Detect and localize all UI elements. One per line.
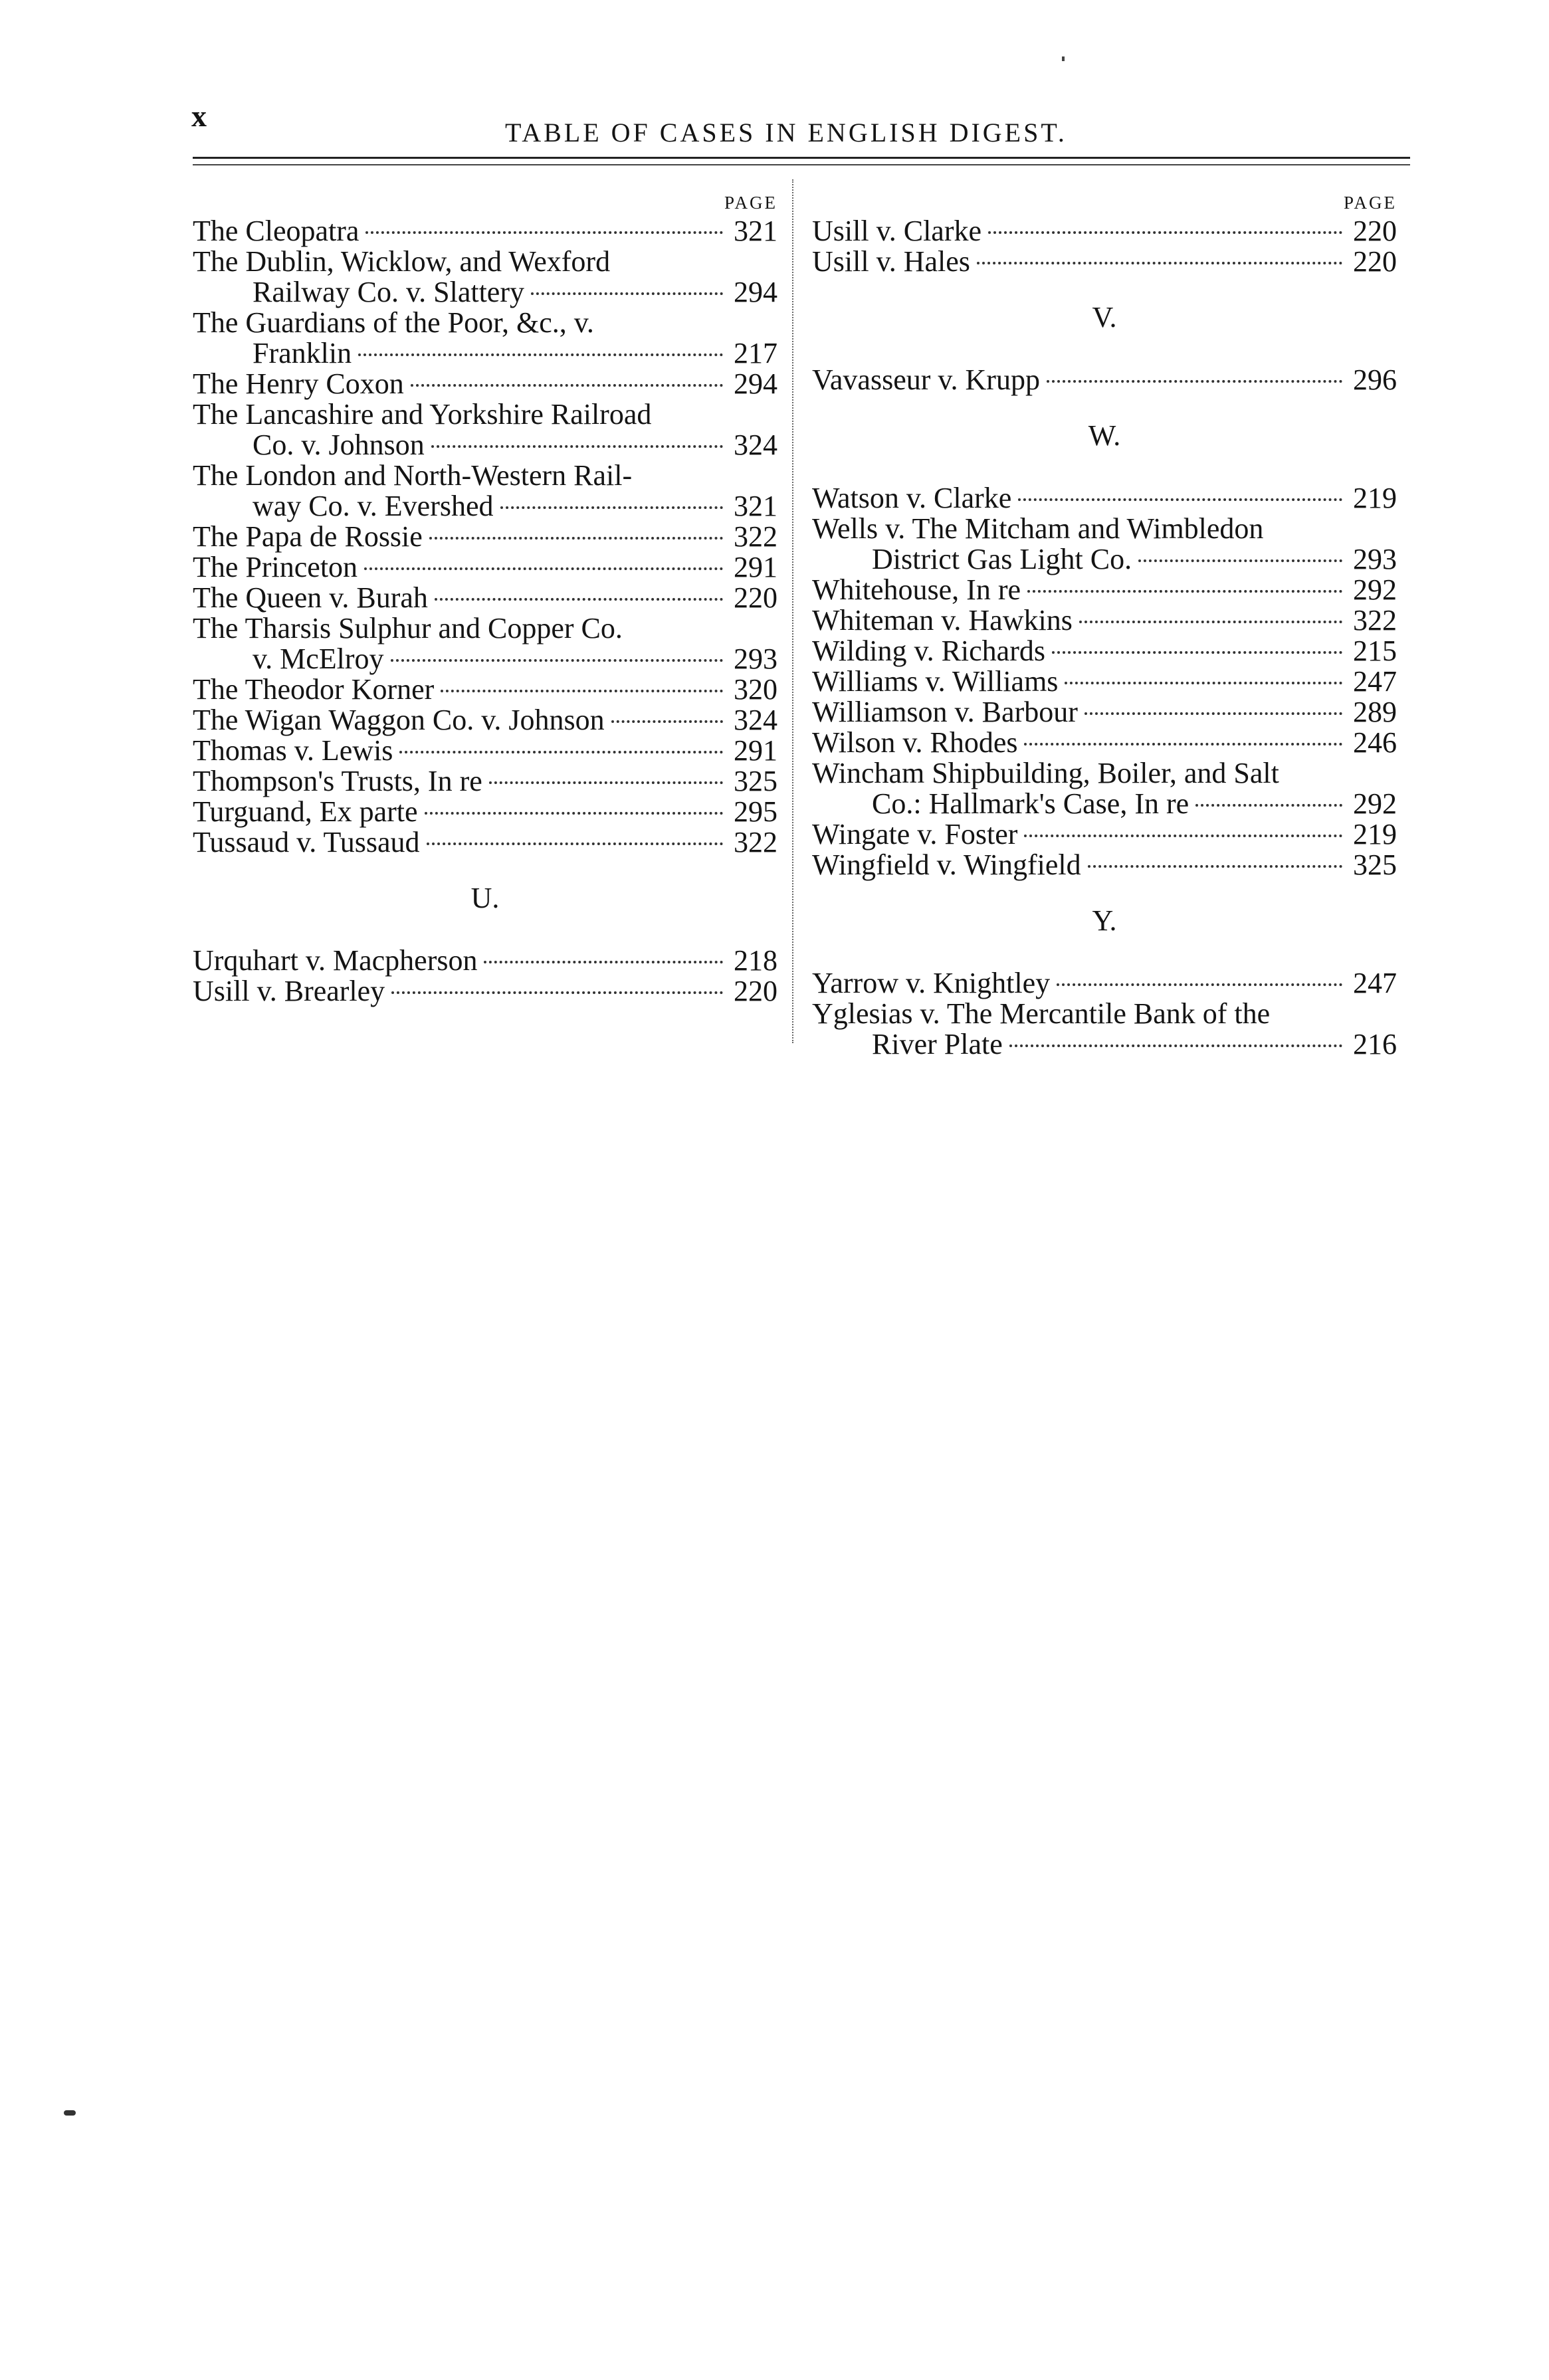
dot-leader [977, 262, 1342, 264]
case-name-line [812, 697, 1397, 728]
case-entry [193, 552, 777, 583]
case-name: The Lancashire and Yorkshire Railroad [193, 398, 652, 431]
case-page-number: 293 [1353, 543, 1397, 575]
case-name: Wells v. The Mitcham and Wimbledon [812, 512, 1264, 545]
dot-leader [1079, 621, 1342, 623]
case-page-number: 289 [1353, 696, 1397, 728]
case-entry [193, 522, 777, 552]
case-name-line [193, 552, 777, 583]
case-name: The Tharsis Sulphur and Copper Co. [193, 612, 623, 645]
case-name-line [812, 483, 1397, 514]
case-name: way Co. v. Evershed [253, 490, 494, 522]
case-name-line [193, 976, 777, 1007]
dot-leader [1027, 590, 1342, 593]
page-number: x [191, 99, 207, 133]
case-name: Vavasseur v. Krupp [812, 363, 1040, 396]
case-name: Whiteman v. Hawkins [812, 604, 1073, 637]
case-name: The Queen v. Burah [193, 581, 428, 614]
case-entry [193, 976, 777, 1007]
dot-leader [1009, 1044, 1342, 1047]
case-page-number: 296 [1353, 363, 1397, 396]
case-entry [812, 483, 1397, 514]
case-page-number: 220 [734, 975, 777, 1007]
dot-leader [427, 843, 723, 845]
case-name: Whitehouse, In re [812, 573, 1021, 606]
case-name-continuation [193, 644, 777, 674]
case-name: Franklin [253, 337, 352, 369]
header-rule [193, 157, 1410, 165]
case-page-number: 219 [1353, 482, 1397, 514]
case-entry [812, 968, 1397, 999]
case-entry [812, 697, 1397, 728]
case-name: District Gas Light Co. [872, 543, 1132, 575]
case-entry [812, 247, 1397, 277]
print-speck [64, 2110, 76, 2116]
case-name: The Guardians of the Poor, &c., v. [193, 306, 594, 339]
case-name-continuation [193, 430, 777, 460]
case-name: River Plate [872, 1028, 1003, 1060]
case-entry [193, 945, 777, 976]
case-entry [812, 850, 1397, 880]
case-name-continuation [812, 544, 1397, 575]
entry-list [812, 968, 1397, 1060]
dot-leader [1195, 804, 1342, 807]
case-name: Tussaud v. Tussaud [193, 826, 420, 858]
case-name-continuation [812, 789, 1397, 819]
case-page-number: 321 [734, 215, 777, 247]
case-name: The Princeton [193, 551, 358, 583]
dot-leader [1024, 743, 1342, 745]
dot-leader [1047, 380, 1342, 383]
case-name-line [193, 705, 777, 736]
case-name-line [812, 850, 1397, 880]
dot-leader [1088, 865, 1342, 868]
case-entry [193, 583, 777, 613]
case-name: Urquhart v. Macpherson [193, 944, 478, 977]
case-page-number: 220 [1353, 215, 1397, 247]
dot-leader [411, 384, 723, 387]
case-page-number: 320 [734, 673, 777, 706]
case-page-number: 292 [1353, 573, 1397, 606]
case-name: Yglesias v. The Mercantile Bank of the [812, 997, 1271, 1030]
left-column [193, 189, 777, 1007]
case-entry [193, 247, 777, 308]
case-name-continuation [193, 338, 777, 369]
case-name-line [812, 999, 1397, 1029]
case-name: Yarrow v. Knightley [812, 967, 1051, 999]
case-entry [193, 399, 777, 460]
case-name: The Cleopatra [193, 215, 360, 247]
case-name-line [193, 308, 777, 338]
dot-leader [425, 812, 723, 815]
case-entry [193, 705, 777, 736]
case-entry [812, 728, 1397, 758]
dot-leader [531, 292, 723, 295]
dot-leader [429, 537, 723, 540]
case-entry [193, 613, 777, 674]
case-entry [193, 766, 777, 797]
case-page-number: 246 [1353, 726, 1397, 759]
case-page-number: 247 [1353, 967, 1397, 999]
entry-list [812, 365, 1397, 395]
case-name: Wincham Shipbuilding, Boiler, and Salt [812, 757, 1279, 789]
case-page-number: 293 [734, 643, 777, 675]
case-name-line [193, 613, 777, 644]
case-name: Usill v. Brearley [193, 975, 385, 1007]
column-divider [792, 179, 793, 1043]
case-entry [193, 216, 777, 247]
case-name: Co. v. Johnson [253, 429, 425, 461]
case-page-number: 220 [1353, 245, 1397, 278]
case-name-line [193, 674, 777, 705]
dot-leader [365, 231, 723, 234]
case-name: Watson v. Clarke [812, 482, 1012, 514]
case-page-number: 218 [734, 944, 777, 977]
case-name: The Dublin, Wicklow, and Wexford [193, 245, 611, 278]
case-page-number: 217 [734, 337, 777, 369]
case-name: The Henry Coxon [193, 367, 404, 400]
case-page-number: 325 [734, 765, 777, 797]
case-entry [193, 797, 777, 827]
case-page-number: 295 [734, 795, 777, 828]
case-name: Wingfield v. Wingfield [812, 848, 1081, 881]
dot-leader [441, 690, 723, 692]
dot-leader [364, 567, 723, 570]
case-name: The London and North-Western Rail- [193, 459, 633, 492]
case-name-line [812, 365, 1397, 395]
case-name: Railway Co. v. Slattery [253, 276, 524, 308]
case-name-line [812, 758, 1397, 789]
dot-leader [391, 659, 723, 662]
dot-leader [489, 781, 723, 784]
case-name: Wilson v. Rhodes [812, 726, 1018, 759]
case-name-line [812, 819, 1397, 850]
case-entry [812, 365, 1397, 395]
case-entry [193, 460, 777, 522]
dot-leader [1024, 835, 1342, 837]
case-name: Usill v. Clarke [812, 215, 981, 247]
right-column [812, 189, 1397, 1060]
dot-leader [1018, 498, 1342, 501]
case-name-line [193, 797, 777, 827]
case-name-line [193, 766, 777, 797]
case-name-line [193, 216, 777, 247]
case-name-line [193, 736, 777, 766]
case-name-line [812, 605, 1397, 636]
dot-leader [1052, 651, 1342, 654]
case-name-line [812, 636, 1397, 666]
case-page-number: 324 [734, 704, 777, 736]
case-entry [193, 674, 777, 705]
dot-leader [988, 231, 1342, 234]
case-name-line [193, 399, 777, 430]
page-column-heading: PAGE [1343, 193, 1397, 213]
case-name-line [812, 968, 1397, 999]
case-name-line [193, 827, 777, 858]
case-name-line [193, 945, 777, 976]
case-name-line [812, 666, 1397, 697]
case-page-number: 291 [734, 734, 777, 767]
dot-leader [611, 720, 723, 723]
dot-leader [399, 751, 723, 753]
case-page-number: 292 [1353, 787, 1397, 820]
section-letter-u: U. [470, 882, 500, 914]
case-entry [812, 758, 1397, 819]
case-page-number: 321 [734, 490, 777, 522]
case-page-number: 322 [1353, 604, 1397, 637]
case-entry [812, 999, 1397, 1060]
dot-leader [1138, 559, 1342, 562]
case-page-number: 294 [734, 276, 777, 308]
dot-leader [391, 991, 723, 994]
case-name: v. McElroy [253, 643, 384, 675]
case-page-number: 325 [1353, 848, 1397, 881]
section-letter-w: W. [1088, 419, 1121, 452]
case-name-line [193, 247, 777, 277]
entry-list [812, 483, 1397, 880]
section-letter-y: Y. [1092, 904, 1117, 937]
case-name-line [193, 522, 777, 552]
case-name-continuation [193, 491, 777, 522]
section-letter-v: V. [1092, 301, 1117, 334]
case-entry [812, 819, 1397, 850]
case-name: Wilding v. Richards [812, 635, 1045, 667]
dot-leader [358, 353, 723, 356]
dot-leader [1057, 983, 1342, 986]
case-name: Thompson's Trusts, In re [193, 765, 482, 797]
case-entry [193, 736, 777, 766]
case-name: Usill v. Hales [812, 245, 970, 278]
case-page-number: 291 [734, 551, 777, 583]
case-name-line [193, 369, 777, 399]
case-entry [812, 575, 1397, 605]
running-title: TABLE OF CASES IN ENGLISH DIGEST. [505, 118, 1067, 148]
case-name-continuation [812, 1029, 1397, 1060]
case-page-number: 215 [1353, 635, 1397, 667]
dot-leader [484, 961, 723, 963]
case-name-line [812, 216, 1397, 247]
case-name: Thomas v. Lewis [193, 734, 393, 767]
case-name-line [193, 460, 777, 491]
case-name-line [812, 575, 1397, 605]
dot-leader [431, 445, 723, 448]
case-entry [193, 827, 777, 858]
case-entry [812, 666, 1397, 697]
case-page-number: 294 [734, 367, 777, 400]
case-name: The Theodor Korner [193, 673, 435, 706]
case-name-line [812, 514, 1397, 544]
case-name: Co.: Hallmark's Case, In re [872, 787, 1189, 820]
case-page-number: 247 [1353, 665, 1397, 698]
case-page-number: 219 [1353, 818, 1397, 850]
case-name-continuation [193, 277, 777, 308]
dot-leader [1084, 712, 1342, 715]
entry-list [193, 945, 777, 1007]
case-name: Wingate v. Foster [812, 818, 1018, 850]
case-name-line [193, 583, 777, 613]
dot-leader [435, 598, 723, 601]
case-page-number: 220 [734, 581, 777, 614]
case-entry [812, 216, 1397, 247]
case-name: Turguand, Ex parte [193, 795, 418, 828]
case-entry [193, 308, 777, 369]
case-name-line [812, 728, 1397, 758]
case-name: The Wigan Waggon Co. v. Johnson [193, 704, 605, 736]
case-name: Williamson v. Barbour [812, 696, 1078, 728]
case-name: The Papa de Rossie [193, 520, 423, 553]
case-page-number: 322 [734, 826, 777, 858]
case-page-number: 216 [1353, 1028, 1397, 1060]
case-entry [812, 636, 1397, 666]
case-entry [812, 605, 1397, 636]
page-column-heading: PAGE [724, 193, 777, 213]
dot-leader [500, 506, 723, 509]
case-entry [193, 369, 777, 399]
case-page-number: 322 [734, 520, 777, 553]
case-entry [812, 514, 1397, 575]
entry-list [812, 216, 1397, 277]
case-name: Williams v. Williams [812, 665, 1059, 698]
case-page-number: 324 [734, 429, 777, 461]
case-name-line [812, 247, 1397, 277]
dot-leader [1065, 682, 1342, 684]
entry-list [193, 216, 777, 858]
print-speck [1062, 56, 1065, 61]
